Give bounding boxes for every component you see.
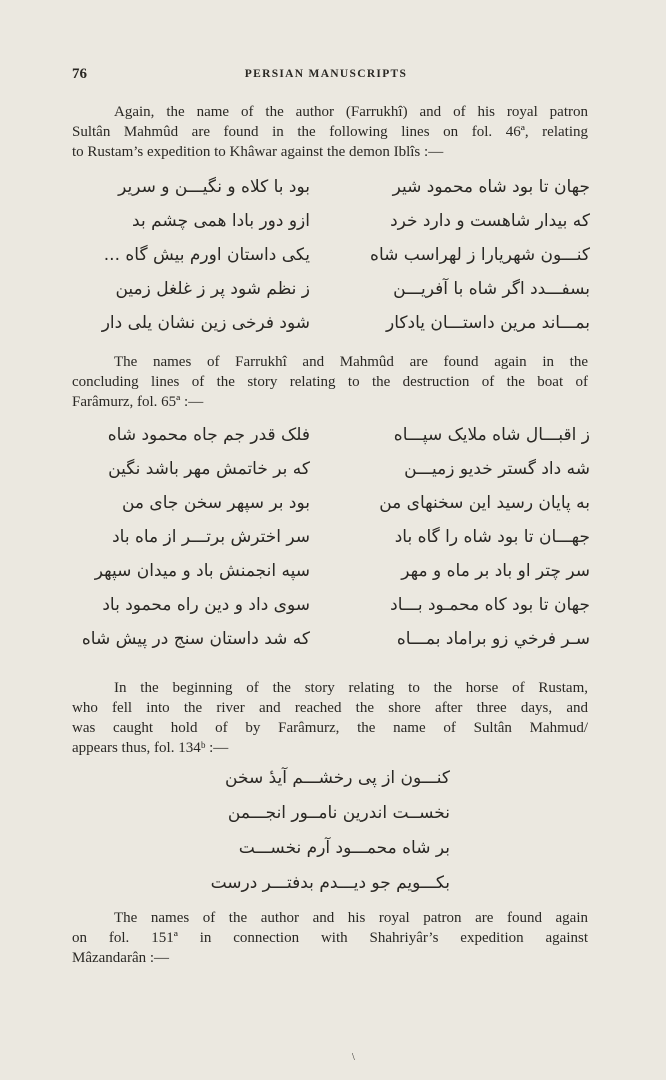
text-line: In the beginning of the story relating to the horse of Rustam, [114, 680, 588, 696]
left-hemistich: ازو دور بادا همی چشم بد [132, 211, 310, 231]
verse-line: بر شاه محمـــود آرم نخســـت [238, 838, 450, 858]
left-hemistich: سر اخترش برتـــر از ماه باد [112, 527, 310, 547]
text-line: Sultân Mahmûd are found in the following lines on fol. 46ª, relating [72, 124, 588, 140]
right-hemistich: بمـــاند مرین داستـــان یادکار [386, 313, 590, 333]
text-line: who fell into the river and reached the shore after three days, and [72, 700, 588, 716]
left-hemistich: فلک قدر جم جاه محمود شاه [107, 425, 310, 445]
verse-line: کنـــون از پی رخشـــم آیدٔ سخن [225, 768, 450, 788]
couplet [72, 527, 592, 561]
couplet [72, 561, 592, 595]
footer-mark: \ [352, 1052, 355, 1063]
right-hemistich: کنـــون شهریارا ز لهراسب شاه [370, 245, 590, 265]
verse-block-2 [72, 425, 592, 663]
right-hemistich: سر چتر او باد بر ماه و مهر [401, 561, 590, 581]
text-line: The names of the author and his royal patron are found again [114, 910, 588, 926]
left-hemistich: یکی داستان اورم بیش گاه ... [103, 245, 310, 265]
right-hemistich: شه داد گستر خدیو زمیـــن [404, 459, 590, 479]
right-hemistich: ز اقبـــال شاه ملایک سپـــاه [393, 425, 590, 445]
verse-line: بکـــویم جو دیـــدم بدفتـــر درست [210, 873, 450, 893]
text-line: to Rustam’s expedition to Khâwar against the demon Iblîs :— [72, 144, 444, 160]
left-hemistich: بود با کلاه و نگیـــن و سریر [118, 177, 310, 197]
paragraph-1 [72, 102, 588, 162]
right-hemistich: بسفـــدد اگر شاه با آفریـــن [393, 279, 590, 299]
right-hemistich: جهان تا بود کاه محمـود بـــاد [390, 595, 590, 615]
paragraph-4 [72, 908, 588, 968]
left-hemistich: که بر خاتمش مهر باشد نگین [108, 459, 310, 479]
page-number: 76 [72, 66, 87, 82]
verse-block-1 [72, 177, 592, 347]
verse-line: نخســت اندرین نامــور انجـــمن [227, 803, 450, 823]
text-line: on fol. 151ª in connection with Shahriyâr’s expedition against [72, 930, 588, 946]
couplet [72, 595, 592, 629]
text-line: appears thus, fol. 134ᵇ :— [72, 740, 229, 756]
page-header [72, 66, 580, 86]
couplet [72, 313, 592, 347]
couplet [72, 629, 592, 663]
couplet [72, 245, 592, 279]
text-line: Again, the name of the author (Farrukhî) and of his royal patron [114, 104, 588, 120]
couplet [72, 211, 592, 245]
text-line: Mâzandarân :— [72, 950, 170, 966]
left-hemistich: ز نظم شود پر ز غلغل زمین [115, 279, 310, 299]
right-hemistich: جهان تا بود شاه محمود شیر [392, 177, 590, 197]
text-line: Farâmurz, fol. 65ª :— [72, 394, 204, 410]
paragraph-2 [72, 352, 588, 412]
left-hemistich: که شد داستان سنج در پیش شاه [81, 629, 310, 649]
text-line: The names of Farrukhî and Mahmûd are found again in the [114, 354, 588, 370]
text-line: was caught hold of by Farâmurz, the name of Sultân Mahmud/ [72, 720, 588, 736]
left-hemistich: سپه انجمنش باد و میدان سپهر [94, 561, 310, 581]
left-hemistich: بود بر سپهر سخن جای من [121, 493, 310, 513]
stanza-block [200, 768, 450, 908]
running-head: PERSIAN MANUSCRIPTS [244, 68, 408, 80]
paragraph-3 [72, 678, 588, 758]
couplet [72, 493, 592, 527]
couplet [72, 459, 592, 493]
left-hemistich: سوی داد و دین راه محمود باد [102, 595, 310, 615]
couplet [72, 279, 592, 313]
right-hemistich: به پایان رسید این سخنهای من [379, 493, 590, 513]
right-hemistich: سـر فرخي زو براماد بمـــاه [396, 629, 590, 649]
right-hemistich: که بیدار شاهست و دارد خرد [390, 211, 590, 231]
couplet [72, 425, 592, 459]
text-line: concluding lines of the story relating to the destruction of the boat of [72, 374, 588, 390]
right-hemistich: جهـــان تا بود شاه را گاه باد [394, 527, 590, 547]
couplet [72, 177, 592, 211]
left-hemistich: شود فرخی زین نشان یلی دار [101, 313, 310, 333]
